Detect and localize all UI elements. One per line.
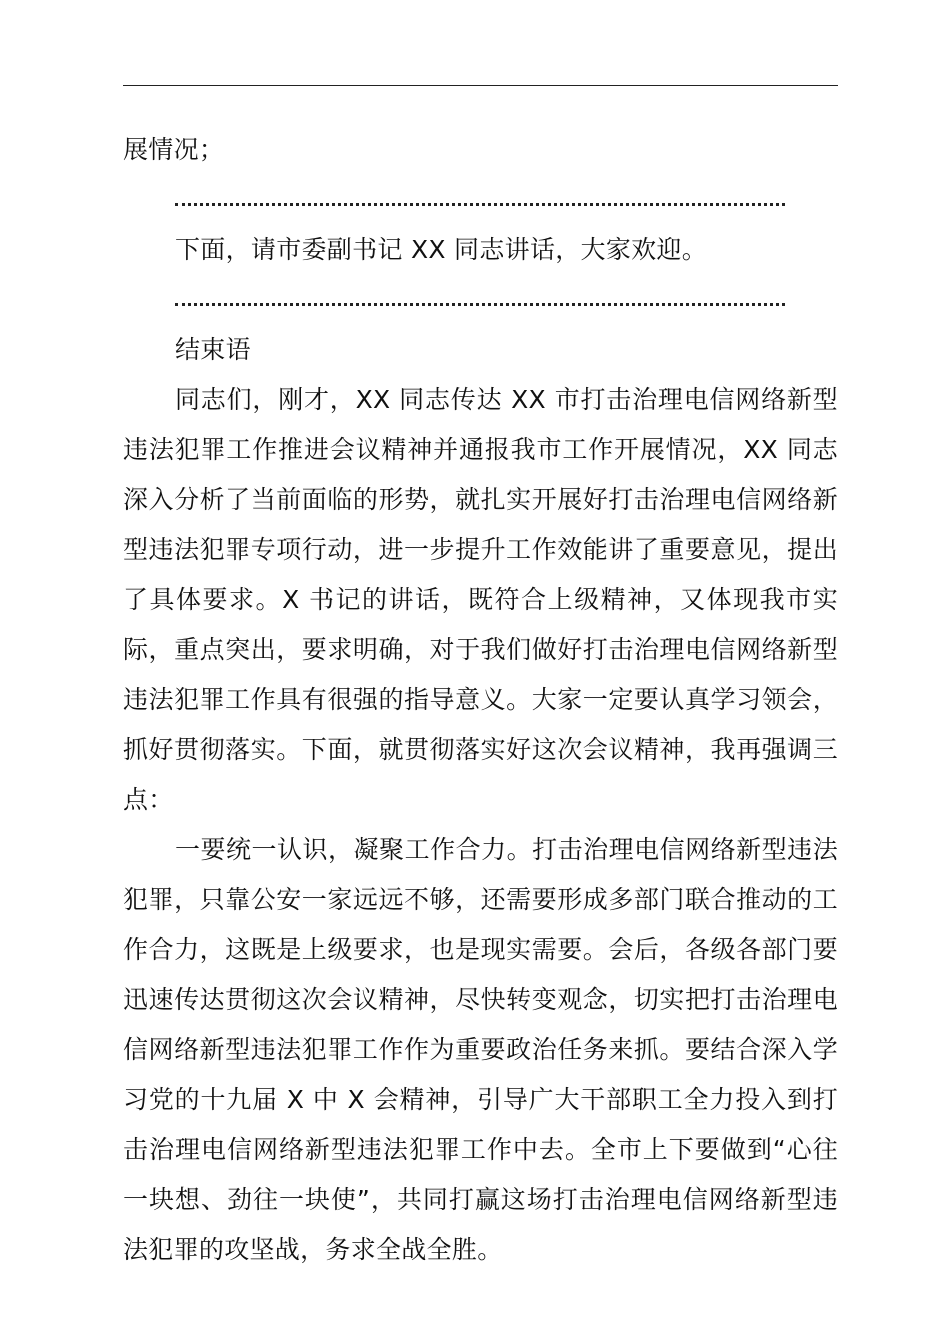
- speaker-intro: 下面，请市委副书记 XX 同志讲话，大家欢迎。: [175, 235, 708, 264]
- header-rule: [123, 85, 838, 86]
- point-one-paragraph: 一要统一认识，凝聚工作合力。打击治理电信网络新型违法犯罪，只靠公安一家远远不够，还需要形成多部门联合推动的工作合力，这既是上级要求，也是现实需要。会后，各级各部门要迅速传达贯彻这次会议精神，尽快转变观念，切实把打击治理电信网络新型违法犯罪工作作为重要政治任务来抓。要结合深入学习党的十九届 X 中 X 会精神，引导广大干部职工全力投入到打击治理电信网络新型违法犯罪工作中去。全市上下要做到“心往一块想、劲往一块使”，共同打赢这场打击治理电信网络新型违法犯罪的攻坚战，务求全战全胜。: [123, 835, 838, 1264]
- closing-paragraph: 同志们，刚才，XX 同志传达 XX 市打击治理电信网络新型违法犯罪工作推进会议精神并通报我市工作开展情况，XX 同志深入分析了当前面临的形势，就扎实开展好打击治理电信网络新型违法犯罪专项行动，进一步提升工作效能讲了重要意见，提出了具体要求。X 书记的讲话，既符合上级精神，又体现我市实际，重点突出，要求明确，对于我们做好打击治理电信网络新型违法犯罪工作具有很强的指导意义。大家一定要认真学习领会，抓好贯彻落实。下面，就贯彻落实好这次会议精神，我再强调三点：: [123, 385, 838, 814]
- section-heading: 结束语: [175, 335, 251, 364]
- intro-fragment: 展情况；: [123, 135, 225, 164]
- document-body: [123, 125, 838, 1275]
- ellipsis-divider-1: [175, 156, 785, 206]
- ellipsis-divider-2: [175, 256, 785, 306]
